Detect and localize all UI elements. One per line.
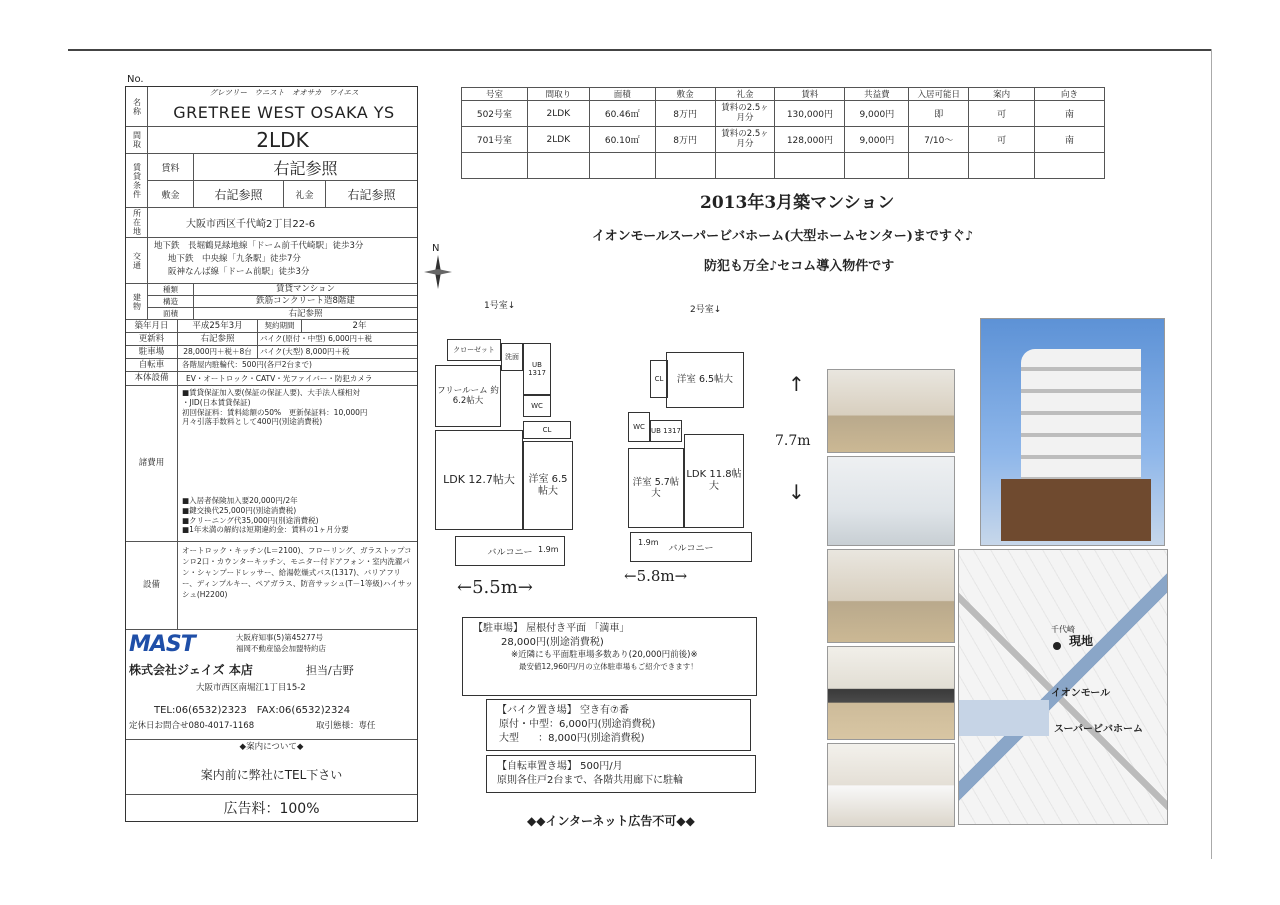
header-movein: 入居可能日 <box>909 88 969 101</box>
ad-fee-row <box>126 795 417 821</box>
rent-label: 賃料 <box>148 154 194 180</box>
structure-value: 鉄筋コンクリート造8階建 <box>256 296 355 307</box>
transport-row <box>126 238 417 284</box>
notes-row <box>126 386 417 542</box>
floorplan-room-2 <box>612 330 747 545</box>
bike-title: 【バイク置き場】 空き有⑦番 <box>497 705 629 716</box>
p1-ub: UB 1317 <box>523 343 551 395</box>
deposit-label: 敷金 <box>148 181 194 207</box>
parking-value: 28,000円＋税＋8台 <box>178 346 258 358</box>
cell-fee: 9,000円 <box>845 127 909 153</box>
address-label: 所在地 <box>126 208 148 237</box>
name-row <box>126 87 417 127</box>
notes-label: 諸費用 <box>126 386 178 541</box>
terms-label: 賃貸条件 <box>126 154 148 207</box>
ad-fee: 広告料：100% <box>223 801 320 817</box>
p1-wash: 洗面 <box>501 343 523 371</box>
parking-info-box <box>462 617 757 696</box>
building-row <box>126 284 417 320</box>
type-row <box>148 284 417 296</box>
cell-viewing: 可 <box>969 127 1035 153</box>
layout-label: 間取 <box>126 127 148 153</box>
license-2: 福岡不動産協会加盟特約店 <box>236 644 326 653</box>
company-name: 株式会社ジェイズ 本店 <box>129 663 253 677</box>
parking-note-2: 最安値12,960円/月の立体駐車場もご紹介できます！ <box>519 661 698 671</box>
bicycle-title: 【自転車置き場】 500円/月 <box>497 761 623 772</box>
notes-b-line: ■鍵交換代25,000円(別途消費税) <box>182 505 297 515</box>
keymoney-value: 右記参照 <box>347 187 396 202</box>
photo-living-room <box>827 369 955 453</box>
cell-fee: 9,000円 <box>845 101 909 127</box>
structure-label: 構造 <box>148 296 194 307</box>
header-layout: 間取り <box>527 88 589 101</box>
headline-aeon: イオンモールスーパービバホーム(大型ホームセンター)まですぐ♪ <box>592 229 974 244</box>
holiday-contact: 定休日お問合せ080-4017-1168 <box>129 721 255 731</box>
plan2-width: ←5.8m→ <box>624 567 688 585</box>
tel-fax: TEL:06(6532)2323 FAX:06(6532)2324 <box>154 705 351 716</box>
notes-a-line: 月々引落手数料として400円(別途消費税) <box>182 417 323 427</box>
staff-name: 担当/吉野 <box>306 664 354 677</box>
transport-line-3: 阪神なんば線「ドーム前駅」徒歩3分 <box>168 267 310 277</box>
bike-mid: 原付・中型：6,000円(別途消費税) <box>499 719 656 730</box>
deposit-value: 右記参照 <box>194 181 284 207</box>
header-keymoney: 礼金 <box>715 88 775 101</box>
p1-free-room: フリールーム 約6.2帖大 <box>435 365 501 427</box>
agent-logo: MAST <box>129 632 195 657</box>
p1-wc: WC <box>523 395 551 417</box>
rooms-header-row <box>462 88 1105 101</box>
area-row <box>148 308 417 320</box>
internet-ad-notice: ◆◆インターネット広告不可◆◆ <box>527 814 695 828</box>
photo-kitchen <box>827 646 955 740</box>
name-label: 名称 <box>126 87 148 126</box>
headline-security: 防犯も万全♪セコム導入物件です <box>704 259 895 274</box>
cell-room: 701号室 <box>462 127 528 153</box>
parking-note-1: ※近隣にも平面駐車場多数あり(20,000円前後)※ <box>511 650 698 660</box>
arrow-down-icon: ↓ <box>788 480 805 504</box>
p1-balcony: バルコニー <box>455 536 565 566</box>
header-deposit: 敷金 <box>655 88 715 101</box>
cell-layout: 2LDK <box>527 127 589 153</box>
header-rent: 賃料 <box>775 88 845 101</box>
area-value: 右記参照 <box>288 308 323 319</box>
cell-rent: 130,000円 <box>775 101 845 127</box>
photo-building <box>980 318 1165 546</box>
map-viva-label: スーパービバホーム <box>1054 724 1143 735</box>
arrow-up-icon: ↑ <box>788 372 805 396</box>
cell-area: 60.10㎡ <box>589 127 655 153</box>
bicycle-note: 原則各住戸2台まで、各階共用廊下に駐輪 <box>497 775 684 786</box>
cell-facing: 南 <box>1035 101 1105 127</box>
p2-ldk: LDK 11.8帖大 <box>684 434 744 528</box>
built-label: 築年月日 <box>126 320 178 332</box>
cell-area: 60.46㎡ <box>589 101 655 127</box>
agent-row <box>126 630 417 740</box>
bike-large-value: バイク(大型) 8,000円＋税 <box>260 347 350 357</box>
bike-large-label: 大型 <box>499 733 519 744</box>
map-site-label: 現地 <box>1069 634 1094 648</box>
header-fee: 共益費 <box>845 88 909 101</box>
cell-rent: 128,000円 <box>775 127 845 153</box>
header-viewing: 案内 <box>969 88 1035 101</box>
parking-title: 【駐車場】 屋根付き平面 「満車」 <box>473 623 630 634</box>
built-row <box>126 320 417 333</box>
address-row <box>126 208 417 238</box>
parking-row <box>126 346 417 359</box>
transport-label: 交通 <box>126 238 148 283</box>
parking-label: 駐車場 <box>126 346 178 358</box>
photo-bathroom <box>827 456 955 546</box>
map-aeon-area <box>959 700 1049 736</box>
transport-line-2: 地下鉄 中央線「九条駅」徒歩7分 <box>168 254 301 264</box>
bicycle-row <box>126 359 417 372</box>
notes-a-line: ・JID(日本賃貸保証) <box>182 397 251 407</box>
p1-closet: クローゼット <box>447 339 501 361</box>
rooms-table <box>461 87 1105 179</box>
bike-info-box <box>486 699 751 751</box>
notes-group-a <box>182 388 415 427</box>
area-label: 面積 <box>148 308 194 320</box>
transport-line-1: 地下鉄 長堀鶴見緑地線「ドーム前千代崎駅」徒歩3分 <box>154 241 364 251</box>
license-1: 大阪府知事(5)第45277号 <box>236 633 323 642</box>
compass-icon <box>424 255 452 289</box>
cell-layout: 2LDK <box>527 101 589 127</box>
cell-facing: 南 <box>1035 127 1105 153</box>
notes-b-line: ■クリーニング代35,000円(別途消費税) <box>182 515 319 525</box>
facilities-value: オートロック・キッチン(L＝2100)、フローリング、ガラストップコンロ2口・カウンターキッチン、モニター付ドアフォン・室内洗濯パン・シャンプードレッサー、給湯乾燥式バス(1317)、バリアフリー、ディンプルキー、ペアガラス、防音サッシュ(T－1等級)ハイサッシュ(H2200) <box>182 546 413 599</box>
cell-keymoney: 賃料の2.5ヶ月分 <box>715 127 775 153</box>
p1-western: 洋室 6.5帖大 <box>523 441 573 530</box>
table-row-empty <box>462 153 1105 179</box>
facilities-label: 設備 <box>126 542 178 629</box>
property-spec-sheet <box>125 86 418 822</box>
headline-built: 2013年3月築マンション <box>700 193 895 213</box>
name-reading: グレツリー ウニスト オオサカ ワイエス <box>209 88 359 97</box>
renewal-value: 右記参照 <box>178 333 258 345</box>
keymoney-label: 礼金 <box>284 181 326 207</box>
notes-b-line: ■入居者保険加入要20,000円/2年 <box>182 496 298 505</box>
plan2-depth: 7.7m <box>775 433 811 449</box>
contract-label: 契約期間 <box>258 320 302 332</box>
equipment-row <box>126 372 417 386</box>
cell-movein: 即 <box>909 101 969 127</box>
p2-western1: 洋室 6.5帖大 <box>666 352 744 408</box>
notes-b-line: ■1年未満の解約は短期違約金：賃料の1ヶ月分要 <box>182 525 349 535</box>
p2-balcony-depth: 1.9m <box>638 538 659 547</box>
header-room: 号室 <box>462 88 528 101</box>
building-base <box>1001 479 1151 541</box>
area-map <box>958 549 1168 825</box>
built-value: 平成25年3月 <box>178 320 258 332</box>
terms-row <box>126 154 417 208</box>
structure-row <box>148 296 417 308</box>
bike-large-price: ：8,000円(別途消費税) <box>538 733 645 744</box>
p2-wc: WC <box>628 412 650 442</box>
table-row <box>462 101 1105 127</box>
cell-deposit: 8万円 <box>655 127 715 153</box>
plan1-width: ←5.5m→ <box>457 577 533 598</box>
type-value: 賃貸マンション <box>275 284 336 295</box>
cell-movein: 7/10～ <box>909 127 969 153</box>
bicycle-value: 各階屋内駐輪代：500円(各戸2台まで) <box>182 360 312 370</box>
notes-group-b <box>182 496 415 535</box>
renewal-row <box>126 333 417 346</box>
layout-row <box>126 127 417 154</box>
map-aeon-label: イオンモール <box>1051 688 1111 699</box>
p2-western2: 洋室 5.7帖大 <box>628 448 684 528</box>
p2-ub: UB 1317 <box>650 420 682 442</box>
renewal-label: 更新料 <box>126 333 178 345</box>
cell-viewing: 可 <box>969 101 1035 127</box>
cell-room: 502号室 <box>462 101 528 127</box>
contract-value: 2年 <box>352 320 367 331</box>
bicycle-info-box <box>486 755 756 793</box>
plan1-title: 1号室↓ <box>484 301 516 311</box>
photo-washroom <box>827 743 955 827</box>
trade-type: 取引態様：専任 <box>316 721 376 731</box>
layout-value: 2LDK <box>256 128 309 152</box>
p1-balcony-depth: 1.9m <box>538 545 559 554</box>
sheet-number-label: No. <box>127 74 144 85</box>
header-facing: 向き <box>1035 88 1105 101</box>
p1-ldk: LDK 12.7帖大 <box>435 430 523 530</box>
top-rule <box>68 49 1212 51</box>
plan2-title: 2号室↓ <box>690 305 722 315</box>
photo-western-room <box>827 549 955 643</box>
address-value: 大阪市西区千代崎2丁目22-6 <box>186 219 316 230</box>
building-label: 建物 <box>126 284 148 319</box>
p1-cl: CL <box>523 421 571 439</box>
bike-small-value: バイク(原付・中型) 6,000円＋税 <box>260 334 373 344</box>
equipment-value: EV・オートロック・CATV・光ファイバー・防犯カメラ <box>186 373 373 383</box>
guide-title: ◆案内について◆ <box>239 742 304 752</box>
facilities-row <box>126 542 417 630</box>
right-rule <box>1211 49 1212 859</box>
notes-a-line: ■賃貸保証加入要(保証の保証人要)、大手法人様相対 <box>182 388 360 397</box>
site-marker-icon <box>1053 642 1061 650</box>
floorplan-room-1 <box>435 325 575 540</box>
property-name: GRETREE WEST OSAKA YS <box>173 103 395 122</box>
equipment-label: 本体設備 <box>126 372 178 385</box>
parking-price: 28,000円(別途消費税) <box>501 637 604 648</box>
cell-deposit: 8万円 <box>655 101 715 127</box>
p2-cl: CL <box>650 360 668 398</box>
header-area: 面積 <box>589 88 655 101</box>
north-label: N <box>432 243 440 254</box>
table-row <box>462 127 1105 153</box>
p2-balcony: バルコニー <box>630 532 752 562</box>
guide-text: 案内前に弊社にTEL下さい <box>200 768 343 782</box>
notes-a-line: 初回保証料：賃料総額の50% 更新保証料：10,000円 <box>182 407 368 417</box>
company-address: 大阪市西区南堀江1丁目15-2 <box>196 683 306 693</box>
type-label: 種類 <box>148 284 194 295</box>
deposit-row <box>148 181 417 207</box>
guide-row <box>126 740 417 795</box>
bicycle-label: 自転車 <box>126 359 178 371</box>
map-chiyozaki-label: 千代崎 <box>1051 625 1075 634</box>
rent-row <box>148 154 417 181</box>
rent-value: 右記参照 <box>273 158 338 178</box>
cell-keymoney: 賃料の2.5ヶ月分 <box>715 101 775 127</box>
